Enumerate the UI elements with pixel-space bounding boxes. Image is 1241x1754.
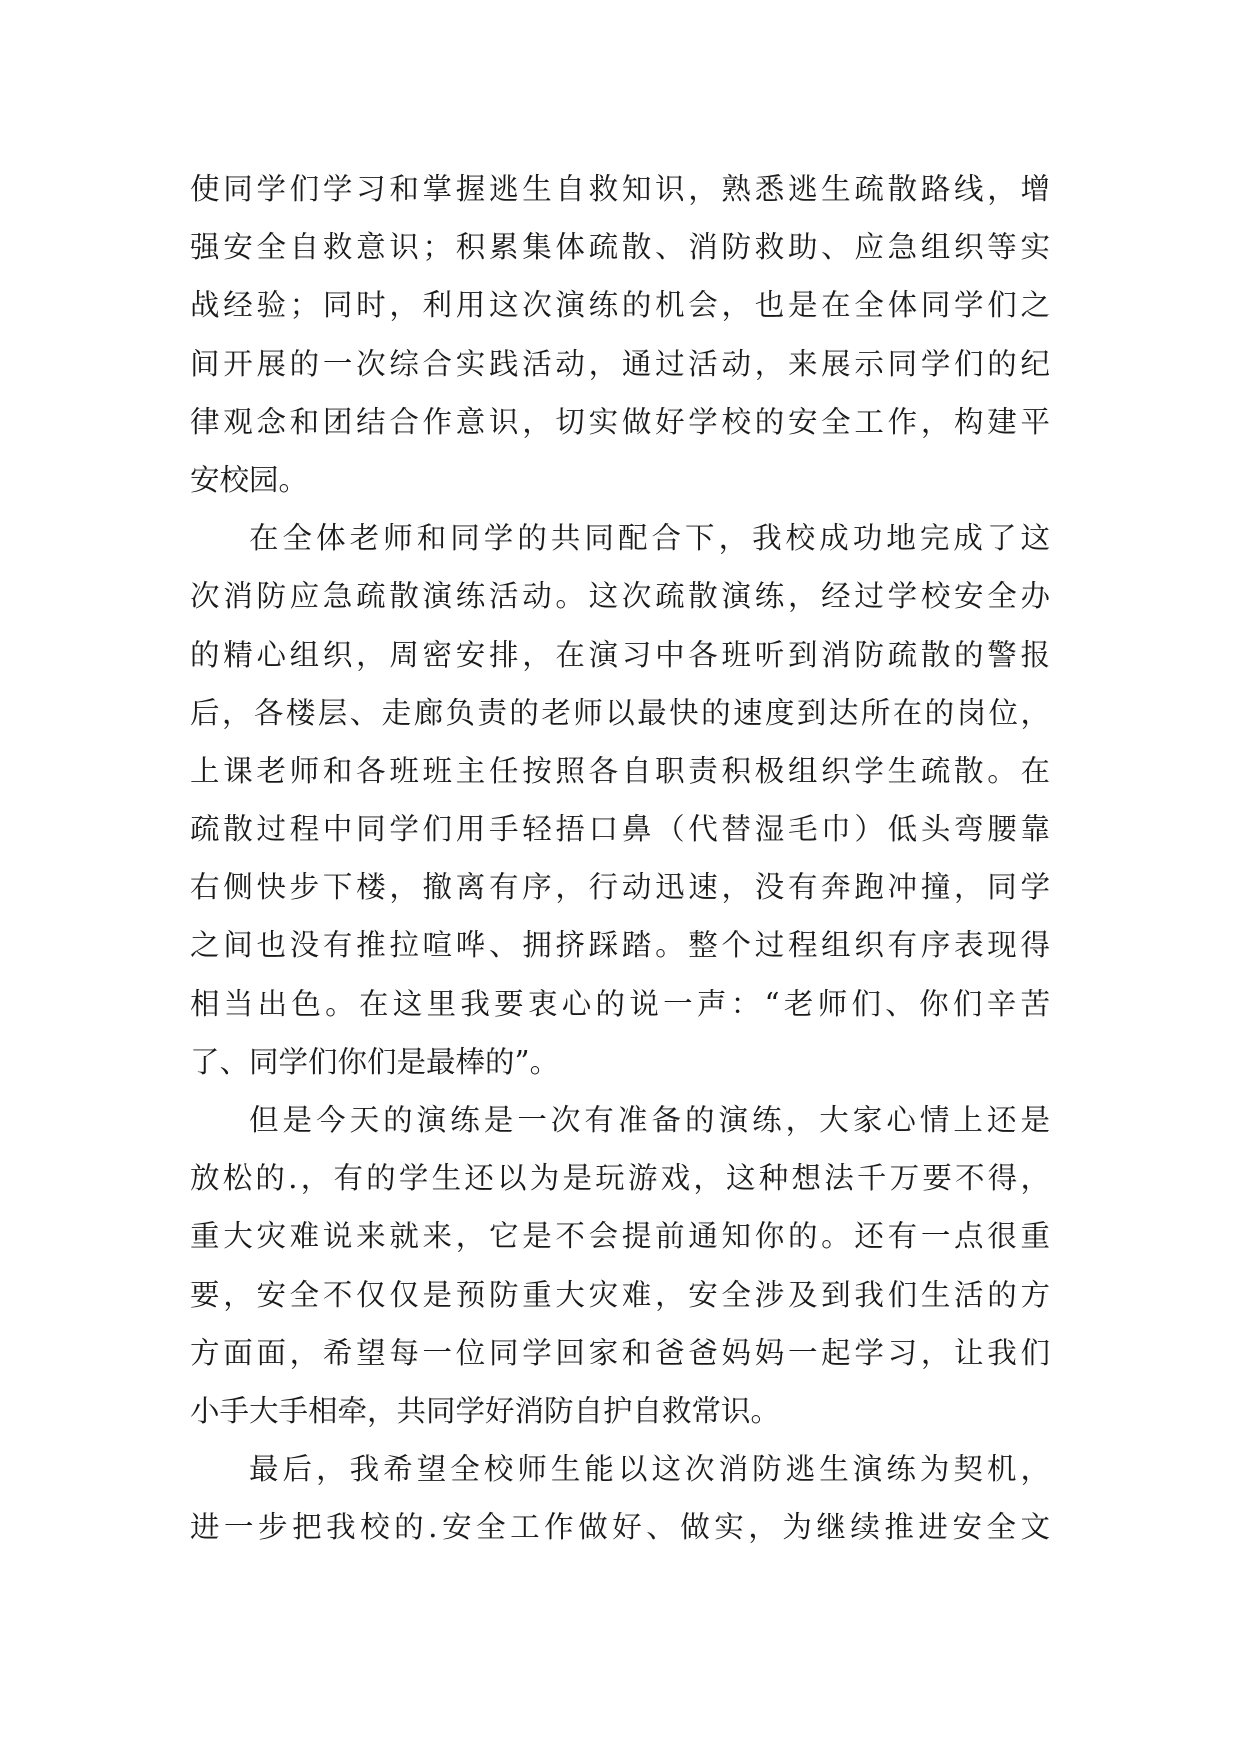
paragraph-3: [190, 1091, 1050, 1440]
text-line: 律观念和团结合作意识，切实做好学校的安全工作，构建平: [190, 404, 1050, 439]
text-line: 最后，我希望全校师生能以这次消防逃生演练为契机，: [249, 1452, 1050, 1487]
text-line: 右侧快步下楼，撤离有序，行动迅速，没有奔跑冲撞，同学: [190, 870, 1050, 905]
document-body: [190, 160, 1050, 1557]
text-line: 但是今天的演练是一次有准备的演练，大家心情上还是: [249, 1103, 1050, 1137]
text-line: 在全体老师和同学的共同配合下，我校成功地完成了这: [249, 521, 1050, 556]
text-line: 次消防应急疏散演练活动。这次疏散演练，经过学校安全办: [190, 579, 1050, 614]
text-line: 要，安全不仅仅是预防重大灾难，安全涉及到我们生活的方: [190, 1277, 1050, 1312]
text-line: 相当出色。在这里我要衷心的说一声：“老师们、你们辛苦: [190, 986, 1050, 1021]
text-line: 重大灾难说来就来，它是不会提前通知你的。还有一点很重: [190, 1219, 1050, 1254]
paragraph-1: [190, 160, 1050, 509]
text-line: 强安全自救意识；积累集体疏散、消防救助、应急组织等实: [190, 230, 1050, 265]
text-line: 放松的.，有的学生还以为是玩游戏，这种想法千万要不得，: [190, 1161, 1050, 1196]
text-line: 安校园。: [190, 462, 309, 497]
text-line: 之间也没有推拉喧哗、拥挤踩踏。整个过程组织有序表现得: [190, 928, 1050, 963]
paragraph-2: [190, 509, 1050, 1091]
text-line: 间开展的一次综合实践活动，通过活动，来展示同学们的纪: [190, 346, 1050, 381]
text-line: 后，各楼层、走廊负责的老师以最快的速度到达所在的岗位，: [190, 695, 1050, 730]
text-line: 疏散过程中同学们用手轻捂口鼻（代替湿毛巾）低头弯腰靠: [190, 812, 1050, 847]
text-line: 上课老师和各班班主任按照各自职责积极组织学生疏散。在: [190, 753, 1050, 788]
text-line: 的精心组织，周密安排，在演习中各班听到消防疏散的警报: [190, 637, 1050, 672]
text-line: 使同学们学习和掌握逃生自救知识，熟悉逃生疏散路线，增: [190, 172, 1050, 206]
text-line: 了、同学们你们是最棒的”。: [190, 1044, 560, 1079]
text-line: 方面面，希望每一位同学回家和爸爸妈妈一起学习，让我们: [190, 1335, 1050, 1370]
text-line: 战经验；同时，利用这次演练的机会，也是在全体同学们之: [190, 288, 1050, 323]
text-line: 小手大手相牵，共同学好消防自护自救常识。: [190, 1393, 781, 1428]
text-line: 进一步把我校的.安全工作做好、做实，为继续推进安全文: [190, 1510, 1050, 1545]
paragraph-4: [190, 1440, 1050, 1556]
